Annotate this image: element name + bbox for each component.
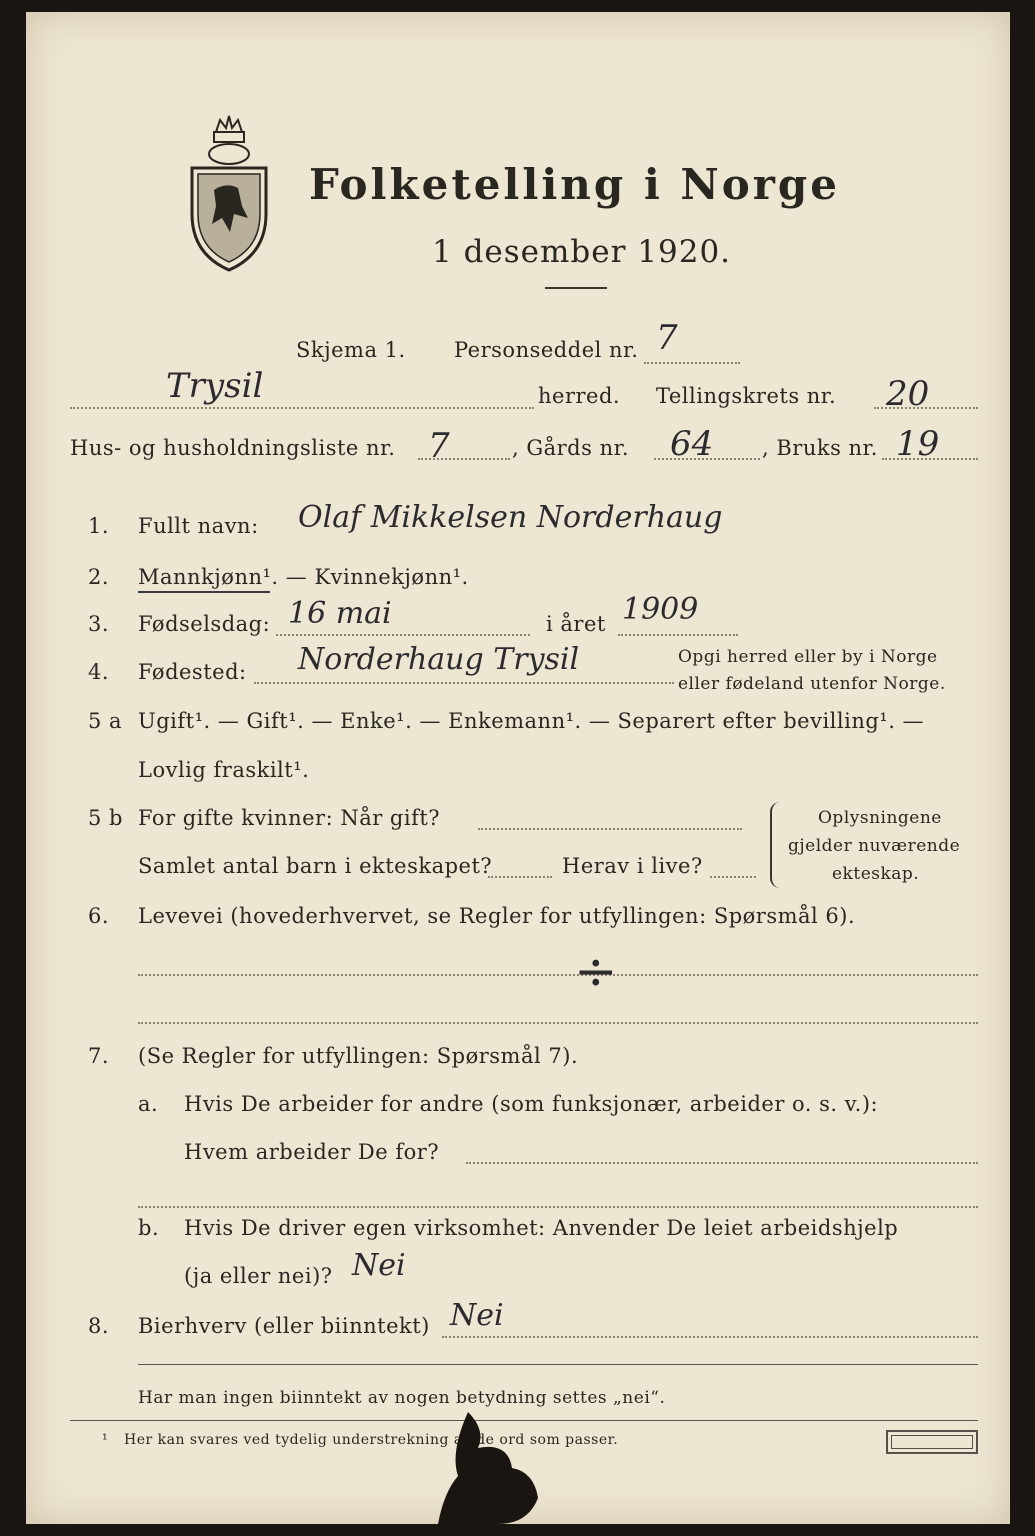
q3-year-value[interactable]: 1909 (622, 592, 699, 627)
q8-side-income-field-line (442, 1336, 978, 1338)
q3-year-field-line (618, 634, 738, 636)
q3-birthday-field-line (276, 634, 530, 636)
q7-number: 7. (88, 1044, 110, 1068)
title-divider (545, 287, 607, 289)
hus-value[interactable]: 7 (428, 426, 450, 466)
q7a-employer-field-line2 (138, 1206, 978, 1208)
bruks-value[interactable]: 19 (896, 424, 940, 464)
q6-occupation-field-line1 (138, 974, 978, 976)
q3-birthday-value[interactable]: 16 mai (288, 596, 392, 631)
hus-label: Hus- og husholdningsliste nr. (70, 436, 396, 460)
bruks-label: , Bruks nr. (762, 436, 878, 460)
q6-occupation-field-line2 (138, 1022, 978, 1024)
herred-value[interactable]: Trysil (166, 366, 264, 406)
q1-label: Fullt navn: (138, 514, 259, 538)
q4-birthplace-field-line (254, 682, 674, 684)
q7-label: (Se Regler for utfyllingen: Spørsmål 7). (138, 1044, 579, 1068)
q5b-label: For gifte kvinner: Når gift? (138, 806, 441, 830)
q5b-alive-label: Herav i live? (562, 854, 703, 878)
q4-note-line2: eller fødeland utenfor Norge. (678, 674, 946, 694)
q3-number: 3. (88, 612, 110, 636)
q5b-married-when-field-line (478, 828, 742, 830)
q5b-alive-field-line (710, 876, 756, 878)
personseddel-label: Personseddel nr. (454, 338, 639, 362)
q5b-note-line2: gjelder nuværende (788, 836, 961, 856)
no-income-note: Har man ingen biinntekt av nogen betydning settes „nei“. (138, 1388, 666, 1408)
personseddel-value[interactable]: 7 (656, 318, 678, 358)
norwegian-coat-of-arms-icon (186, 114, 272, 274)
q7a-label: Hvis De arbeider for andre (som funksjonær, arbeider o. s. v.): (184, 1092, 879, 1116)
q7a-number: a. (138, 1092, 159, 1116)
paper-tear-damage (438, 1412, 548, 1524)
skjema-label: Skjema 1. (296, 338, 406, 362)
q5b-children-label: Samlet antal barn i ekteskapet? (138, 854, 493, 878)
q6-number: 6. (88, 904, 110, 928)
q4-number: 4. (88, 660, 110, 684)
q8-label: Bierhverv (eller biinntekt) (138, 1314, 430, 1338)
section-divider (138, 1364, 978, 1365)
q5a-number: 5 a (88, 709, 123, 733)
gards-label: , Gårds nr. (512, 436, 630, 460)
q4-label: Fødested: (138, 660, 247, 684)
q2-gender-options[interactable]: Mannkjønn¹. — Kvinnekjønn¹. (138, 565, 469, 589)
form-title: Folketelling i Norge (309, 160, 841, 209)
q7b-hired-help-label: (ja eller nei)? (184, 1264, 333, 1288)
q5b-children-field-line (488, 876, 552, 878)
q7a-employer-field-line (466, 1162, 978, 1164)
gards-value[interactable]: 64 (670, 424, 714, 464)
q6-label: Levevei (hovederhvervet, se Regler for utfyllingen: Spørsmål 6). (138, 904, 856, 928)
q7a-employer-label: Hvem arbeider De for? (184, 1140, 440, 1164)
q7b-number: b. (138, 1216, 160, 1240)
q8-number: 8. (88, 1314, 110, 1338)
q6-occupation-value[interactable]: ÷ (574, 942, 618, 1002)
q5a-marital-options[interactable]: Ugift¹. — Gift¹. — Enke¹. — Enkemann¹. — Separert efter bevilling¹. — (138, 709, 925, 733)
q5b-note-line3: ekteskap. (832, 864, 920, 884)
tellingskrets-value[interactable]: 20 (886, 374, 930, 414)
q5b-note-line1: Oplysningene (818, 808, 942, 828)
q3-label: Fødselsdag: (138, 612, 271, 636)
q5a-marital-options-cont[interactable]: Lovlig fraskilt¹. (138, 758, 310, 782)
tellingskrets-label: Tellingskrets nr. (656, 384, 837, 408)
q3-year-label: i året (546, 612, 606, 636)
personseddel-field-line (644, 362, 740, 364)
q2-number: 2. (88, 565, 110, 589)
q7b-hired-help-value[interactable]: Nei (352, 1248, 406, 1283)
herred-label: herred. (538, 384, 621, 408)
printer-stamp (886, 1430, 978, 1454)
census-date: 1 desember 1920. (432, 234, 732, 270)
q7b-label: Hvis De driver egen virksomhet: Anvender De leiet arbeidshjelp (184, 1216, 899, 1240)
q8-side-income-value[interactable]: Nei (450, 1298, 504, 1333)
herred-field-line (70, 407, 534, 409)
q5b-number: 5 b (88, 806, 123, 830)
census-form-sheet (26, 12, 1010, 1524)
footnote-marker: ¹ (102, 1432, 109, 1448)
q2-mannkjonn-underline (138, 591, 270, 593)
footnote-text: Her kan svares ved tydelig understrekning av de ord som passer. (124, 1432, 619, 1448)
q1-number: 1. (88, 514, 110, 538)
q5b-note-brace (770, 802, 782, 888)
q1-full-name-value[interactable]: Olaf Mikkelsen Norderhaug (298, 500, 723, 535)
q4-birthplace-value[interactable]: Norderhaug Trysil (298, 642, 580, 677)
q4-note-line1: Opgi herred eller by i Norge (678, 647, 938, 667)
